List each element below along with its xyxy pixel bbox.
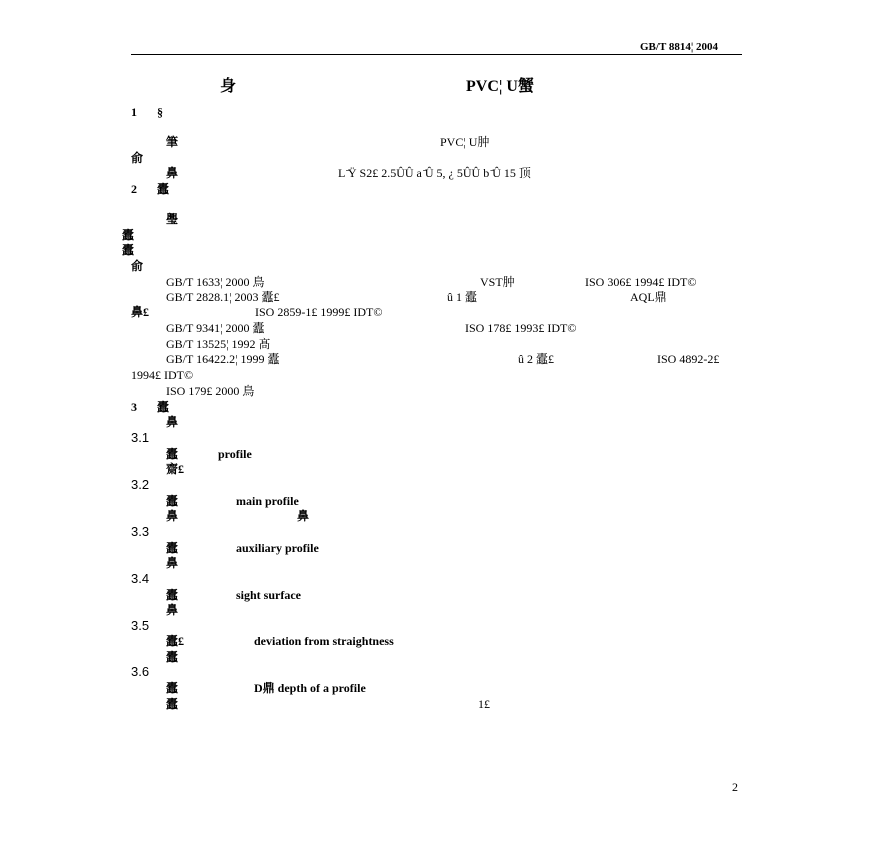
term-number: 3.3	[131, 524, 150, 539]
ref-line-b: ISO 2859-1£ 1999£ IDT©	[255, 305, 383, 319]
term-glyph: 蠹	[166, 681, 179, 695]
ref-line-b: VST肿	[480, 275, 515, 289]
ref-line-a: GB/T 16422.2¦ 1999 蠹	[166, 352, 280, 366]
term-english: sight surface	[236, 588, 301, 602]
sec1-line3-text: L ̄Ÿ S2£ 2.5ÛÛ a ̄Û 5, ¿ 5ÛÛ b ̄Û 15 顶	[338, 166, 531, 180]
term-number: 3.6	[131, 664, 150, 679]
section-1-heading: §	[157, 105, 163, 119]
term-number: 3.1	[131, 430, 150, 445]
term-glyph: 蠹£	[166, 634, 185, 648]
term-definition: 鼻	[166, 603, 179, 617]
sec3-intro: 鼻	[166, 415, 179, 429]
term-english: deviation from straightness	[254, 634, 394, 648]
term-english: auxiliary profile	[236, 541, 319, 555]
term-glyph: 蠹	[166, 588, 179, 602]
sec2-line3: 蠹	[122, 243, 135, 257]
term-english: profile	[218, 447, 252, 461]
term-english: main profile	[236, 494, 299, 508]
page-number: 2	[732, 780, 738, 794]
ref-line-a: 鼻£	[131, 305, 150, 319]
term-definition: 蠹	[166, 650, 179, 664]
section-2-heading: 蠹	[157, 182, 170, 196]
ref-line-b: û 1 蠹	[447, 290, 478, 304]
section-3-number: 3	[131, 400, 137, 414]
ref-line-c: ISO 4892-2£	[657, 352, 720, 366]
ref-line-a: GB/T 9341¦ 2000 蠹	[166, 321, 265, 335]
title-text: PVC¦ U蟹	[466, 78, 534, 95]
sec1-line1-text: PVC¦ U肿	[440, 135, 490, 149]
term-definition: 鼻	[166, 509, 179, 523]
section-2-number: 2	[131, 182, 137, 196]
ref-line-b: ISO 178£ 1993£ IDT©	[465, 321, 577, 335]
standard-number: GB/T 8814¦ 2004	[640, 41, 719, 53]
term-definition: 蠹	[166, 697, 179, 711]
sec2-line1: 璺	[166, 212, 179, 226]
ref-line-c: AQL鼎	[630, 290, 667, 304]
term-number: 3.5	[131, 618, 150, 633]
term-glyph: 蠹	[166, 494, 179, 508]
term-glyph: 蠹	[166, 447, 179, 461]
sec2-line2: 蠹	[122, 228, 135, 242]
term-glyph: 蠹	[166, 541, 179, 555]
sec2-line4: 俞	[131, 259, 144, 273]
term-number: 3.4	[131, 571, 150, 586]
header-rule	[131, 54, 742, 55]
section-1-number: 1	[131, 105, 137, 119]
ref-line-a: GB/T 2828.1¦ 2003 蠹£	[166, 290, 280, 304]
ref-line-a: GB/T 1633¦ 2000 鳥	[166, 275, 265, 289]
term-definition-2: 1£	[478, 697, 490, 711]
section-3-heading: 蠹	[157, 400, 170, 414]
term-definition: 鼻	[166, 556, 179, 570]
ref-line-a: 1994£ IDT©	[131, 368, 194, 382]
term-english: D鼎 depth of a profile	[254, 681, 366, 695]
term-definition-2: 鼻	[297, 509, 310, 523]
sec1-line3-glyph: 鼻	[166, 166, 179, 180]
ref-line-b: û 2 蠹£	[518, 352, 555, 366]
ref-line-c: ISO 306£ 1994£ IDT©	[585, 275, 697, 289]
sec1-line2: 俞	[131, 151, 144, 165]
term-number: 3.2	[131, 477, 150, 492]
ref-line-a: GB/T 13525¦ 1992 髙	[166, 337, 271, 351]
ref-line-a: ISO 179£ 2000 鳥	[166, 384, 255, 398]
term-definition: 齋£	[166, 462, 185, 476]
sec1-line1-glyph: 筆	[166, 135, 179, 149]
title-left-glyph: 身	[220, 78, 237, 95]
